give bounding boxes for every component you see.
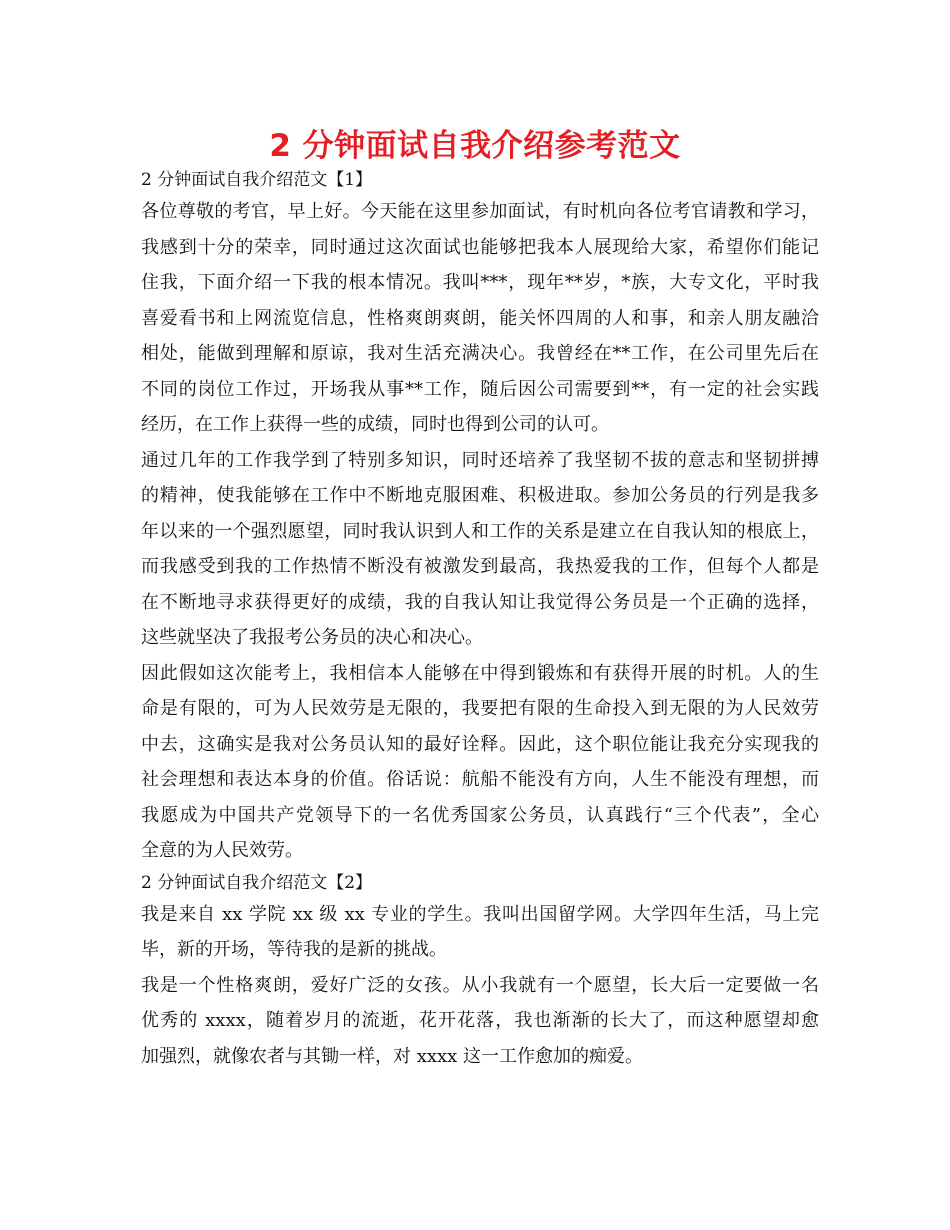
text-line: 命是有限的，可为人民效劳是无限的，我要把有限的生命投入到无限的为人民效劳 [141,698,819,719]
text-line: 我是来自 xx 学院 xx 级 xx 专业的学生。我叫出国留学网。大学四年生活，马上完 [141,903,819,925]
text-line: 在不断地寻求获得更好的成绩，我的自我认知让我觉得公务员是一个正确的选择， [141,591,819,613]
section-heading: 2 分钟面试自我介绍范文【2】 [141,872,373,893]
text-line: 通过几年的工作我学到了特别多知识，同时还培养了我坚韧不拔的意志和坚韧拼搏 [141,449,819,471]
text-line: 相处，能做到理解和原谅，我对生活充满决心。我曾经在**工作，在公司里先后在 [141,343,819,364]
text-line: 我愿成为中国共产党领导下的一名优秀国家公务员，认真践行“三个代表”，全心 [141,804,819,826]
text-line: 各位尊敬的考官，早上好。今天能在这里参加面试，有时机向各位考官请教和学习， [141,201,819,222]
text-line: 喜爱看书和上网流览信息，性格爽朗爽朗，能关怀四周的人和事，和亲人朋友融洽 [141,307,819,329]
document-body [141,166,819,1074]
text-line: 我是一个性格爽朗，爱好广泛的女孩。从小我就有一个愿望，长大后一定要做一名 [141,974,819,996]
paragraph [141,897,819,968]
text-line: 社会理想和表达本身的价值。俗话说：航船不能没有方向，人生不能没有理想，而 [141,769,819,790]
paragraph [141,656,819,869]
paragraph [141,443,819,656]
text-line: 加强烈，就像农者与其锄一样，对 xxxx 这一工作愈加的痴爱。 [141,1045,644,1067]
text-line: 不同的岗位工作过，开场我从事**工作，随后因公司需要到**，有一定的社会实践 [141,378,819,400]
document-title: 2 分钟面试自我介绍参考范文 [269,128,681,164]
text-line: 这些就坚决了我报考公务员的决心和决心。 [141,627,483,648]
text-line: 住我，下面介绍一下我的根本情况。我叫***，现年**岁，*族，大专文化，平时我 [141,272,819,293]
text-line: 而我感受到我的工作热情不断没有被激发到最高，我热爱我的工作，但每个人都是 [141,556,819,577]
paragraph [141,968,819,1075]
text-line: 的精神，使我能够在工作中不断地克服困难、积极进取。参加公务员的行列是我多 [141,485,819,506]
paragraph [141,194,819,443]
section-heading: 2 分钟面试自我介绍范文【1】 [141,170,373,190]
text-line: 毕，新的开场，等待我的是新的挑战。 [141,939,447,960]
text-line: 全意的为人民效劳。 [141,840,303,861]
text-line: 因此假如这次能考上，我相信本人能够在中得到锻炼和有获得开展的时机。人的生 [141,662,819,684]
text-line: 年以来的一个强烈愿望，同时我认识到人和工作的关系是建立在自我认知的根底上， [141,520,819,542]
text-line: 我感到十分的荣幸，同时通过这次面试也能够把我本人展现给大家，希望你们能记 [141,236,819,258]
text-line: 优秀的 xxxx，随着岁月的流逝，花开花落，我也渐渐的长大了，而这种愿望却愈 [141,1010,819,1031]
text-line: 中去，这确实是我对公务员认知的最好诠释。因此，这个职位能让我充分实现我的 [141,733,819,755]
text-line: 经历，在工作上获得一些的成绩，同时也得到公司的认可。 [141,414,609,435]
